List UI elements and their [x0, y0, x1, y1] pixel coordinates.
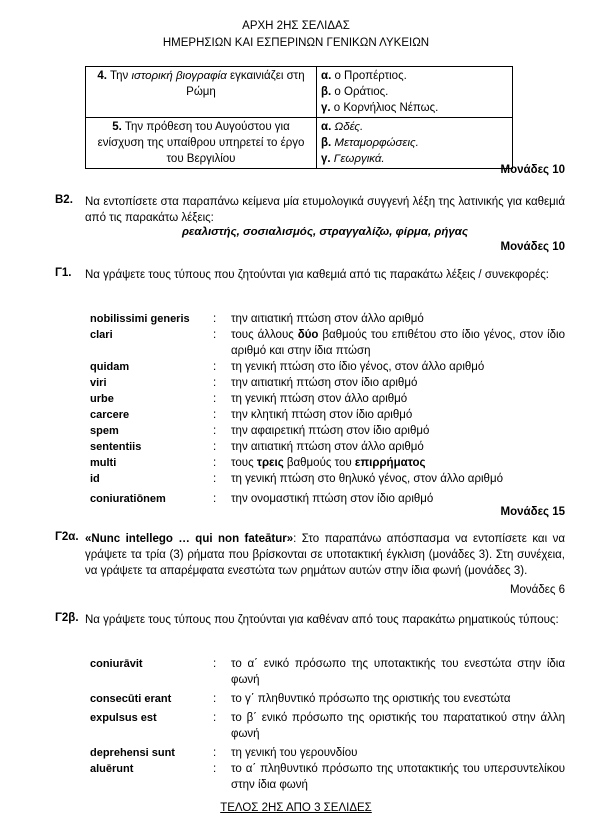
answer-cell: [317, 118, 513, 169]
g2b-forms-list: [85, 656, 565, 793]
list-item: aluērunt : το α΄ πληθυντικό πρόσωπο της υποτακτικής του υπερσυντελίκου στην ίδια φωνή: [90, 763, 565, 791]
question-cell: 5. Την πρόθεση του Αυγούστου για ενίσχυση της υπαίθρου υπηρετεί το έργο του Βεργιλίου: [86, 118, 317, 169]
table-row: [86, 67, 513, 118]
list-item: consecūti erant : το γ΄ πληθυντικό πρόσωπο της οριστικής του ενεστώτα: [90, 693, 511, 705]
list-item: carcere : την κλητική πτώση στον ίδιο αριθμό: [90, 409, 413, 421]
answer-cell: [317, 67, 513, 118]
option-b: β. Μεταμορφώσεις.: [321, 137, 419, 149]
options-table: [85, 66, 513, 169]
list-item: quidam : τη γενική πτώση στο ίδιο γένος, στον άλλο αριθμό: [90, 361, 485, 373]
g1-forms-list: [85, 311, 565, 507]
question-text-g1: Να γράψετε τους τύπους που ζητούνται για καθεμιά από τις παρακάτω λέξεις / συνεκφορές:: [85, 269, 549, 281]
list-item: expulsus est : το β΄ ενικό πρόσωπο της οριστικής του παρατατικού στην άλλη φωνή: [90, 712, 565, 740]
monades-b2: Μονάδες 10: [500, 241, 565, 253]
option-c: γ. ο Κορνήλιος Νέπως.: [321, 102, 439, 114]
monades-g1: Μονάδες 15: [500, 506, 565, 518]
option-a: α. Ωδές.: [321, 121, 364, 133]
option-b: β. ο Οράτιος.: [321, 86, 389, 98]
page-footer: ΤΕΛΟΣ 2ΗΣ ΑΠΟ 3 ΣΕΛΙΔΕΣ: [220, 802, 372, 814]
monades-a1: Μονάδες 10: [500, 164, 565, 176]
list-item: id : τη γενική πτώση στο θηλυκό γένος, στον άλλο αριθμό: [90, 473, 503, 485]
question-label-g2b: Γ2β.: [55, 612, 79, 624]
list-item: viri : την αιτιατική πτώση στον ίδιο αριθμό: [90, 377, 418, 389]
option-a: α. ο Προπέρτιος.: [321, 70, 407, 82]
list-item: deprehensi sunt : τη γενική του γερουνδίου: [90, 747, 358, 759]
option-c: γ. Γεωργικά.: [321, 153, 385, 165]
list-item: sententiis : την αιτιατική πτώση στον άλλο αριθμό: [90, 441, 424, 453]
question-label-g2a: Γ2α.: [55, 531, 79, 543]
header-line-2: ΗΜΕΡΗΣΙΩΝ ΚΑΙ ΕΣΠΕΡΙΝΩΝ ΓΕΝΙΚΩΝ ΛΥΚΕΙΩΝ: [162, 37, 430, 49]
question-cell: 4. Την ιστορική βιογραφία εγκαινιάζει στη Ρώμη: [86, 67, 317, 118]
list-item: spem : την αφαιρετική πτώση στον ίδιο αριθμό: [90, 425, 430, 437]
question-text-g2a: «Nunc intellego … qui non fateātur»: Στο παραπάνω απόσπασμα να εντοπίσετε και να γράψετε τα τρία (3) ρήματα που βρίσκονται σε υποτακτική έγκλιση (μονάδες 3). Στη συνέχεια, να γράψετε τα απαρέμφατα ενεστώτα των ρημάτων αυτών στην ίδια φωνή (μονάδες 3).: [85, 533, 565, 577]
monades-g2a: Μονάδες 6: [509, 584, 565, 596]
header-line-1: ΑΡΧΗ 2ΗΣ ΣΕΛΙΔΑΣ: [242, 20, 350, 32]
question-text-g2b: Να γράψετε τους τύπους που ζητούνται για καθέναν από τους παρακάτω ρηματικούς τύπους:: [85, 614, 559, 626]
question-label-g1: Γ1.: [55, 267, 72, 279]
list-item: coniuratiōnem : την ονομαστική πτώση στον ίδιο αριθμό: [90, 493, 434, 505]
page-header: [0, 18, 592, 52]
list-item: clari : τους άλλους δύο βαθμούς του επιθέτου στο ίδιο γένος, στον ίδιο αριθμό και στην ίδια πτώση: [90, 329, 565, 357]
word-list: ρεαλιστής, σοσιαλισμός, στραγγαλίζω, φίρμα, ρήγας: [181, 226, 469, 238]
table-row: [86, 118, 513, 169]
question-text-b2: Να εντοπίσετε στα παραπάνω κείμενα μία ετυμολογικά συγγενή λέξη της λατινικής για καθεμιά από τις παρακάτω λέξεις:: [85, 196, 565, 224]
list-item: multi : τους τρεις βαθμούς του επιρρήματος: [90, 457, 426, 469]
list-item: urbe : τη γενική πτώση στον άλλο αριθμό: [90, 393, 408, 405]
question-label-b2: Β2.: [55, 194, 73, 206]
list-item: coniurāvit : το α΄ ενικό πρόσωπο της υποτακτικής του ενεστώτα στην ίδια φωνή: [90, 658, 565, 686]
list-item: nobilissimi generis : την αιτιατική πτώση στον άλλο αριθμό: [90, 313, 424, 325]
